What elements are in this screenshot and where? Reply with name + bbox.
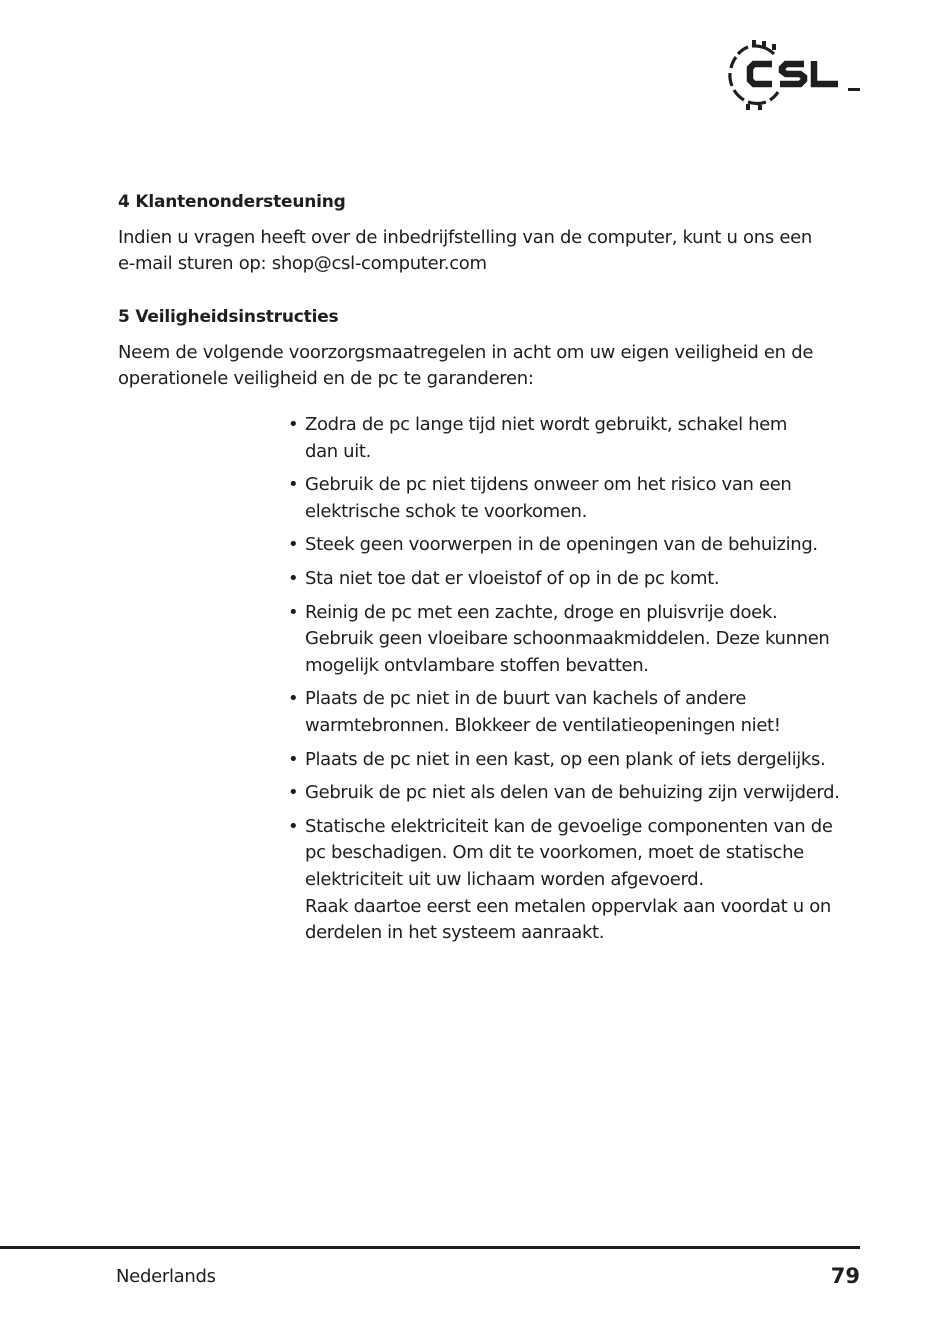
section-heading-customer-support: 4 Klantenondersteuning: [118, 192, 346, 212]
list-item-text: Steek geen voorwerpen in de openingen van de behuizing.: [305, 534, 818, 556]
list-item-text: Plaats de pc niet in de buurt van kachels of andere warmtebronnen. Blokkeer de ventilatieopeningen niet!: [305, 688, 781, 736]
bullet-icon: •: [288, 534, 299, 556]
footer-language: Nederlands: [116, 1266, 216, 1287]
safety-intro-text: Neem de volgende voorzorgsmaatregelen in acht om uw eigen veiligheid en de operationele veiligheid en de pc te garanderen:: [118, 342, 814, 389]
bullet-icon: •: [288, 567, 299, 589]
section-heading-safety: 5 Veiligheidsinstructies: [118, 307, 339, 327]
customer-support-text: Indien u vragen heeft over de inbedrijfstelling van de computer, kunt u ons een e-mail sturen op: shop@csl-computer.com: [118, 227, 813, 274]
footer-divider: [0, 1246, 860, 1249]
list-item-text: Sta niet toe dat er vloeistof of op in de pc komt.: [305, 567, 720, 589]
bullet-icon: •: [288, 782, 299, 804]
bullet-icon: •: [288, 474, 299, 496]
list-item: [288, 600, 868, 680]
list-item: [288, 532, 868, 559]
list-item-text: Reinig de pc met een zachte, droge en pluisvrije doek. Gebruik geen vloeibare schoonmaakmiddelen. Deze kunnen mogelijk ontvlambare stoffen bevatten.: [305, 601, 830, 676]
list-item: [288, 412, 868, 465]
bullet-icon: •: [288, 748, 299, 770]
list-item: [288, 686, 868, 739]
list-item-text: Zodra de pc lange tijd niet wordt gebruikt, schakel hem dan uit.: [305, 414, 788, 462]
list-item-text: Statische elektriciteit kan de gevoelige componenten van de pc beschadigen. Om dit te voorkomen, moet de statische elektriciteit uit uw lichaam worden afgevoerd. Raak daartoe eerst een metalen oppervlak aan voordat u on derdelen in het systeem aanraakt.: [305, 815, 833, 944]
list-item-text: Gebruik de pc niet tijdens onweer om het risico van een elektrische schok te voorkomen.: [305, 474, 792, 522]
safety-list: [118, 412, 868, 947]
page-number: 79: [830, 1264, 860, 1288]
bullet-icon: •: [288, 601, 299, 623]
list-item-text: Gebruik de pc niet als delen van de behuizing zijn verwijderd.: [305, 782, 840, 804]
list-item: [288, 814, 868, 947]
bullet-icon: •: [288, 688, 299, 710]
main-content: [118, 188, 858, 954]
list-item-text: Plaats de pc niet in een kast, op een plank of iets dergelijks.: [305, 748, 826, 770]
list-item: [288, 747, 868, 774]
bullet-icon: •: [288, 414, 299, 435]
csl-logo-icon: [726, 40, 866, 110]
list-item: [288, 566, 868, 593]
list-item: [288, 780, 868, 807]
bullet-icon: •: [288, 815, 299, 837]
list-item: [288, 472, 868, 525]
